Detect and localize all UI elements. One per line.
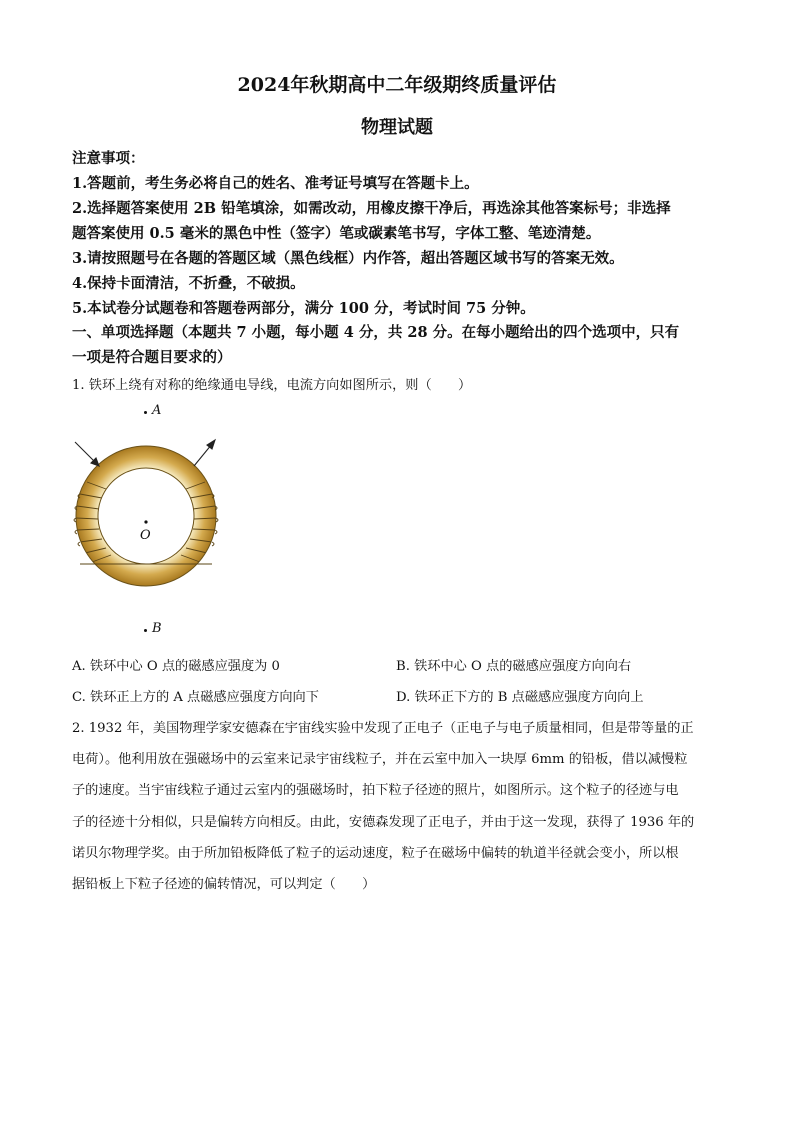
section-heading-line1: 一、单项选择题（本题共 7 小题，每小题 4 分，共 28 分。在每小题给出的四个选项中，只有 xyxy=(72,324,680,341)
question-2-line-1: 2. 1932 年，美国物理学家安德森在宇宙线实验中发现了正电子（正电子与电子质量相同，但是带等量的正 xyxy=(72,721,694,736)
current-arrow-left xyxy=(75,442,99,466)
notice-item-2: 2.选择题答案使用 2B 铅笔填涂，如需改动，用橡皮擦干净后，再选涂其他答案标号；非选择 xyxy=(72,200,671,217)
center-o-dot xyxy=(144,520,147,523)
notice-item-5: 5.本试卷分试题卷和答题卷两部分，满分 100 分，考试时间 75 分钟。 xyxy=(72,300,535,317)
question-2-line-5: 诺贝尔物理学奖。由于所加铅板降低了粒子的运动速度，粒子在磁场中偏转的轨道半径就会变小，所以根 xyxy=(72,846,679,861)
question-1-option-c: C. 铁环正上方的 A 点磁感应强度方向向下 xyxy=(72,690,319,705)
question-2-line-3: 子的速度。当宇宙线粒子通过云室内的强磁场时，拍下粒子径迹的照片，如图所示。这个粒子的径迹与电 xyxy=(72,783,679,798)
notice-item-1: 1.答题前，考生务必将自己的姓名、准考证号填写在答题卡上。 xyxy=(72,175,479,192)
point-a-dot xyxy=(144,411,147,414)
notice-heading: 注意事项： xyxy=(72,150,145,167)
exam-subtitle: 物理试题 xyxy=(361,117,433,138)
question-2-line-6: 据铅板上下粒子径迹的偏转情况，可以判定（ ） xyxy=(72,877,376,892)
point-b-dot xyxy=(144,629,147,632)
question-2-line-4: 子的径迹十分相似，只是偏转方向相反。由此，安德森发现了正电子，并由于这一发现，获得了 1936 年的 xyxy=(72,815,695,830)
point-o-label: O xyxy=(140,528,151,543)
question-1-option-a: A. 铁环中心 O 点的磁感应强度为 0 xyxy=(72,659,280,674)
notice-item-4: 4.保持卡面清洁，不折叠，不破损。 xyxy=(72,275,305,292)
notice-item-2-cont: 题答案使用 0.5 毫米的黑色中性（签字）笔或碳素笔书写，字体工整、笔迹清楚。 xyxy=(72,225,601,242)
iron-ring-figure xyxy=(66,436,226,596)
question-1-option-d: D. 铁环正下方的 B 点磁感应强度方向向上 xyxy=(396,690,644,705)
question-2-line-2: 电荷）。他利用放在强磁场中的云室来记录宇宙线粒子，并在云室中加入一块厚 6mm 的铅板，借以减慢粒 xyxy=(72,752,688,767)
point-b-label: B xyxy=(152,621,162,636)
point-a-label: A xyxy=(152,403,162,418)
notice-item-3: 3.请按照题号在各题的答题区域（黑色线框）内作答，超出答题区域书写的答案无效。 xyxy=(72,250,624,267)
exam-title: 2024年秋期高中二年级期终质量评估 xyxy=(237,74,557,96)
iron-ring xyxy=(76,446,216,586)
question-1-stem: 1. 铁环上绕有对称的绝缘通电导线，电流方向如图所示，则（ ） xyxy=(72,378,472,393)
question-1-option-b: B. 铁环中心 O 点的磁感应强度方向向右 xyxy=(396,659,632,674)
current-arrow-right xyxy=(194,440,215,466)
section-heading-line2: 一项是符合题目要求的） xyxy=(72,349,232,366)
